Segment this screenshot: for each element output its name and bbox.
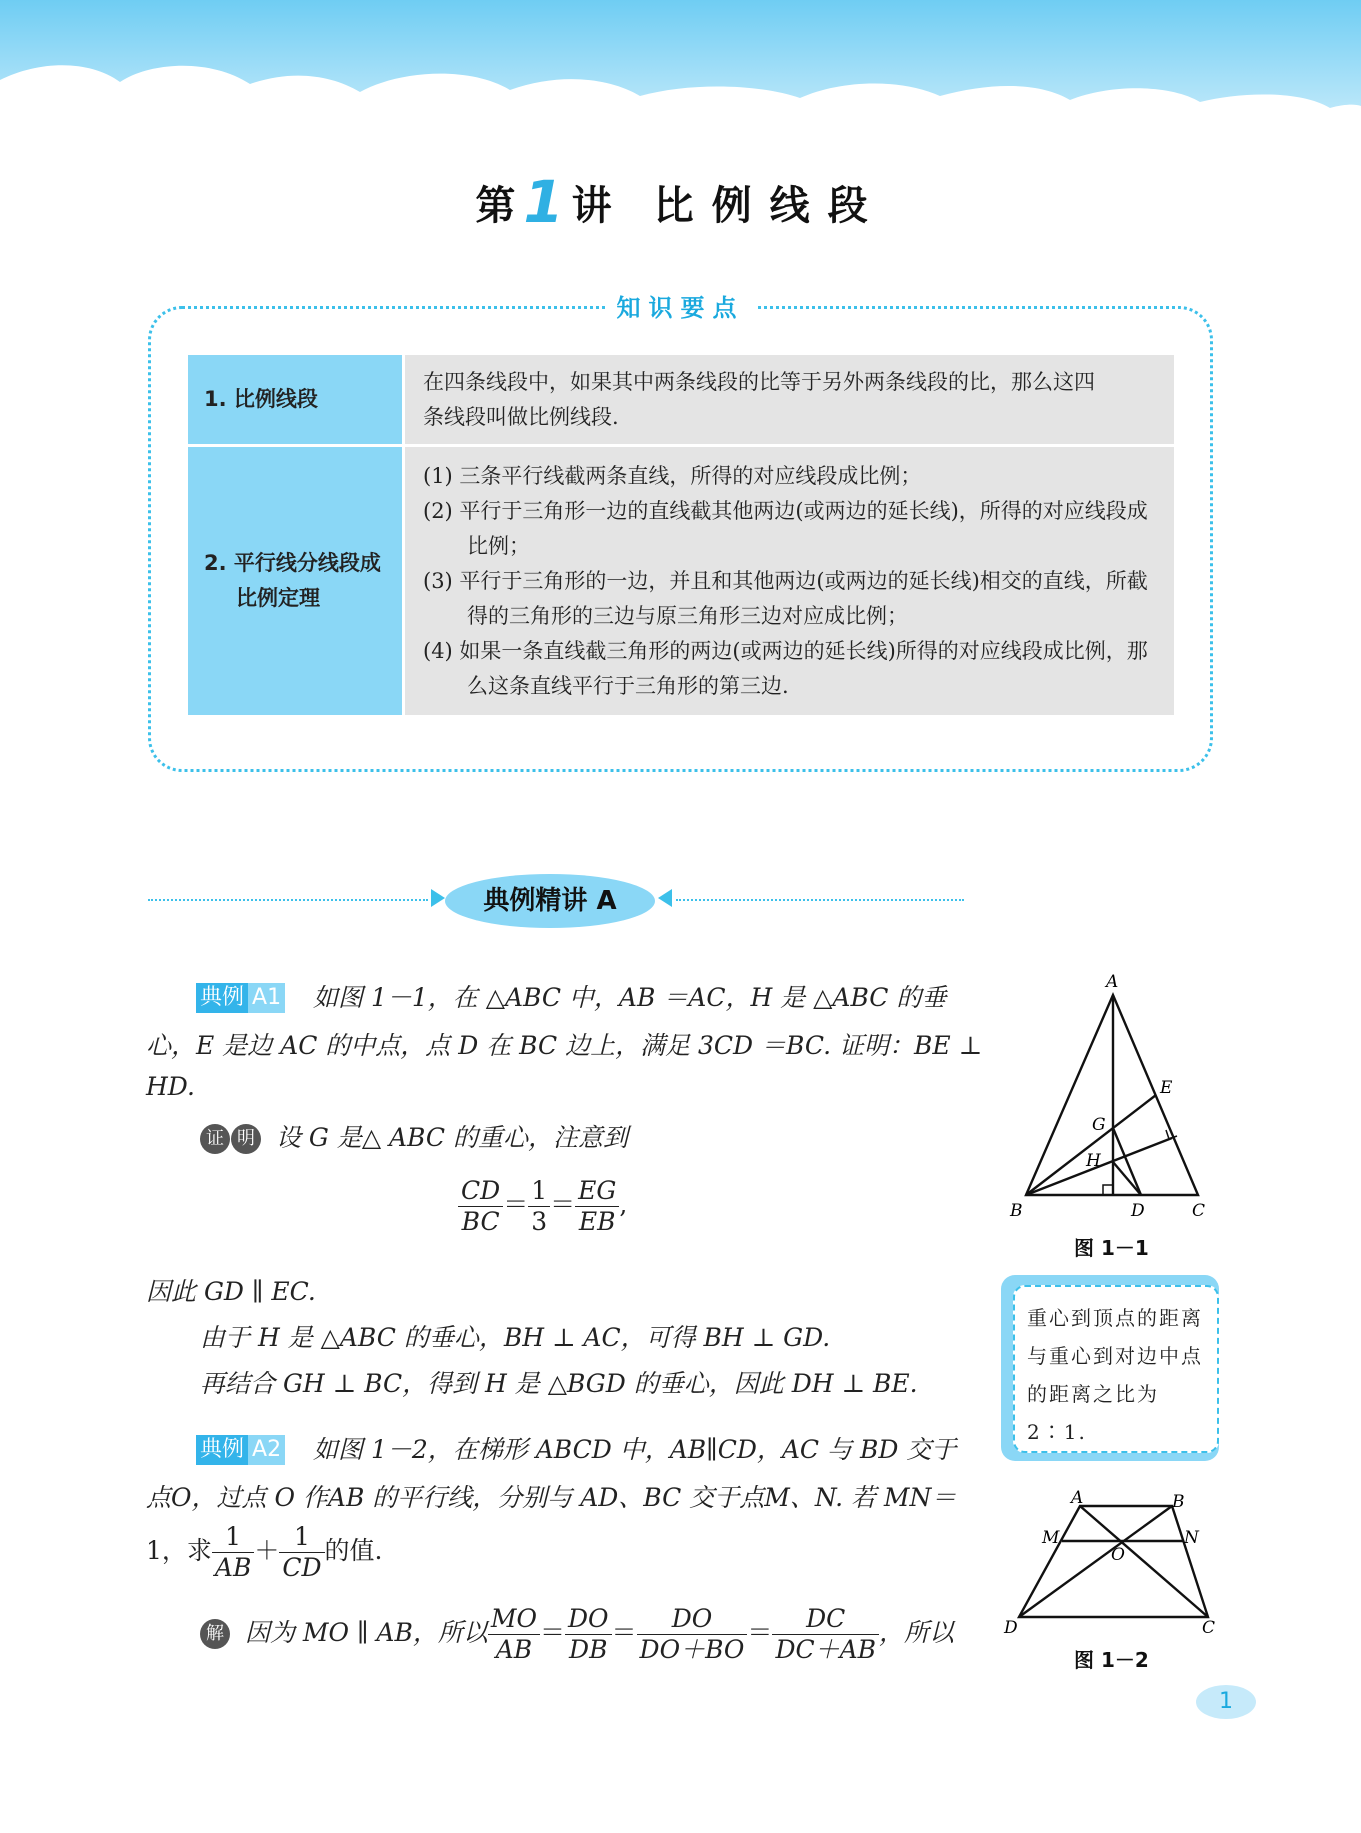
equals-sign: ＝ <box>611 1618 637 1647</box>
text: 的值. <box>324 1536 383 1565</box>
label-h: H <box>1086 1151 1101 1171</box>
solution-badge: 解 <box>200 1619 230 1649</box>
theorem-item: (4) 如果一条直线截三角形的两边(或两边的延长线)所得的对应线段成比例，那么这条直线平行于三角形的第三边. <box>423 638 1148 698</box>
denominator: DC＋AB <box>772 1634 879 1665</box>
proof-line-after: 因此 GD ∥ EC. <box>146 1277 316 1306</box>
denominator: DB <box>565 1634 612 1665</box>
plus-sign: ＋ <box>254 1536 280 1565</box>
numerator: DC <box>806 1604 846 1633</box>
denominator: AB <box>212 1552 254 1583</box>
fraction <box>528 1176 550 1237</box>
chapter-number: 1 <box>523 168 566 236</box>
knowledge-table <box>188 355 1174 715</box>
numerator: 1 <box>531 1176 548 1205</box>
knowledge-label-line: 2. 平行线分线段成 <box>204 551 381 575</box>
theorem-item: (1) 三条平行线截两条直线，所得的对应线段成比例； <box>423 463 922 488</box>
segment-be <box>1026 1095 1156 1195</box>
example1-line1 <box>196 978 946 1014</box>
section-arrow-left-icon <box>431 889 445 907</box>
knowledge-row-label: 1. 比例线段 <box>188 355 405 447</box>
example-badge-text: 典例 <box>196 983 248 1013</box>
figure-1-2-caption: 图 1－2 <box>1074 1648 1149 1672</box>
example2-line3 <box>146 1522 383 1583</box>
numerator: CD <box>461 1176 501 1205</box>
section-arrow-right-icon <box>658 889 672 907</box>
proof-line-b: 由于 H 是 △ABC 的垂心，BH ⊥ AC，可得 BH ⊥ GD. <box>200 1323 831 1352</box>
equals-sign: ＝ <box>550 1190 576 1219</box>
example2-line1 <box>196 1430 956 1466</box>
example-badge-text: 典例 <box>196 1435 248 1465</box>
equals-sign: ＝ <box>539 1618 565 1647</box>
label-a: A <box>1106 972 1119 992</box>
side-note-text: 重心到顶点的距离与重心到对边中点的距离之比为 2∶1. <box>1013 1285 1219 1453</box>
label-g: G <box>1092 1115 1106 1135</box>
chapter-topic: 比例线段 <box>653 183 886 229</box>
solution-text: 因为 MO ∥ AB，所以 <box>244 1618 488 1647</box>
example2-line2: 点O，过点 O 作AB 的平行线，分别与 AD、BC 交于点M、N. 若 MN＝ <box>146 1483 957 1512</box>
equals-sign: ＝ <box>503 1190 529 1219</box>
knowledge-row <box>188 447 1174 715</box>
chapter-title <box>0 168 1361 236</box>
label-b: B <box>1172 1492 1185 1512</box>
example-badge-id: A2 <box>248 1435 285 1465</box>
fraction <box>575 1176 619 1237</box>
sky-header-decoration <box>0 0 1361 130</box>
knowledge-row <box>188 355 1174 447</box>
fraction <box>212 1522 254 1583</box>
text: 1，求 <box>146 1536 212 1565</box>
example1-line2: 心，E 是边 AC 的中点，点 D 在 BC 边上，满足 3CD ＝BC. 证明：BE ⊥ <box>146 1031 983 1060</box>
label-d: D <box>1131 1201 1145 1221</box>
numerator: 1 <box>294 1522 310 1551</box>
knowledge-row-label <box>188 447 405 715</box>
example2-text: 如图 1－2，在梯形 ABCD 中，AB∥CD，AC 与 BD 交于 <box>313 1435 957 1464</box>
fraction <box>772 1604 879 1665</box>
figure-1-1 <box>1005 968 1225 1228</box>
numerator: EG <box>578 1176 617 1205</box>
segment-hd <box>1113 1162 1141 1195</box>
knowledge-line: 在四条线段中，如果其中两条线段的比等于另外两条线段的比，那么这四 <box>423 369 1095 394</box>
example1-text: 如图 1－1，在 △ABC 中，AB ＝AC，H 是 △ABC 的垂 <box>313 983 947 1012</box>
label-o: O <box>1111 1545 1125 1565</box>
numerator: 1 <box>225 1522 242 1551</box>
knowledge-row-content <box>405 355 1174 447</box>
theorem-item: (3) 平行于三角形的一边，并且和其他两边(或两边的延长线)相交的直线，所截得的三角形的三边与原三角形三边对应成比例； <box>423 568 1148 628</box>
example1-line3: HD. <box>146 1072 195 1101</box>
segment-gd <box>1113 1128 1141 1195</box>
label-a: A <box>1071 1488 1084 1508</box>
knowledge-line: 条线段叫做比例线段. <box>423 404 619 429</box>
knowledge-heading <box>0 288 1361 323</box>
numerator: MO <box>490 1604 537 1633</box>
proof-equation <box>458 1176 627 1237</box>
side-note <box>1001 1275 1219 1461</box>
knowledge-heading-text: 知识要点 <box>607 288 755 323</box>
example-badge <box>196 1435 285 1465</box>
label-m: M <box>1042 1528 1060 1548</box>
section-divider-right <box>676 899 964 901</box>
chapter-suffix: 讲 <box>571 183 614 229</box>
example-badge-id: A1 <box>248 983 285 1013</box>
equation-tail: , <box>619 1190 628 1219</box>
label-n: N <box>1184 1528 1199 1548</box>
right-angle-mark <box>1103 1185 1113 1195</box>
page-number: 1 <box>1196 1685 1256 1719</box>
figure-1-1-caption: 图 1－1 <box>1074 1236 1149 1260</box>
fraction <box>488 1604 540 1665</box>
label-c: C <box>1202 1618 1216 1636</box>
fraction <box>565 1604 612 1665</box>
diagonal-bd <box>1019 1506 1172 1617</box>
equals-sign: ＝ <box>747 1618 773 1647</box>
denominator: BC <box>458 1206 503 1237</box>
proof-line-c: 再结合 GH ⊥ BC，得到 H 是 △BGD 的垂心，因此 DH ⊥ BE. <box>200 1369 918 1398</box>
proof-badge: 证 <box>200 1124 230 1154</box>
section-divider-left <box>148 899 428 901</box>
denominator: 3 <box>528 1206 550 1237</box>
denominator: EB <box>575 1206 619 1237</box>
numerator: DO <box>671 1604 713 1633</box>
fraction <box>279 1522 324 1583</box>
fraction <box>637 1604 748 1665</box>
denominator: AB <box>488 1634 540 1665</box>
example-badge <box>196 983 285 1013</box>
knowledge-row-content <box>405 447 1174 715</box>
proof-badge: 明 <box>231 1124 261 1154</box>
theorem-item: (2) 平行于三角形一边的直线截其他两边(或两边的延长线)，所得的对应线段成比例； <box>423 498 1148 558</box>
figure-1-2 <box>1000 1486 1225 1636</box>
chapter-prefix: 第 <box>475 183 518 229</box>
solution-tail: ，所以 <box>879 1618 955 1647</box>
denominator: CD <box>279 1552 324 1583</box>
label-d: D <box>1004 1618 1018 1636</box>
proof-text: 设 G 是△ ABC 的重心，注意到 <box>275 1123 628 1152</box>
label-b: B <box>1010 1201 1023 1221</box>
knowledge-label-line: 比例定理 <box>236 586 320 610</box>
label-e: E <box>1160 1078 1173 1098</box>
denominator: DO＋BO <box>637 1634 748 1665</box>
proof-line1 <box>200 1118 628 1154</box>
label-c: C <box>1192 1201 1206 1221</box>
section-title: 典例精讲 A <box>445 874 655 928</box>
numerator: DO <box>567 1604 609 1633</box>
solution-line <box>200 1604 954 1665</box>
fraction <box>458 1176 503 1237</box>
